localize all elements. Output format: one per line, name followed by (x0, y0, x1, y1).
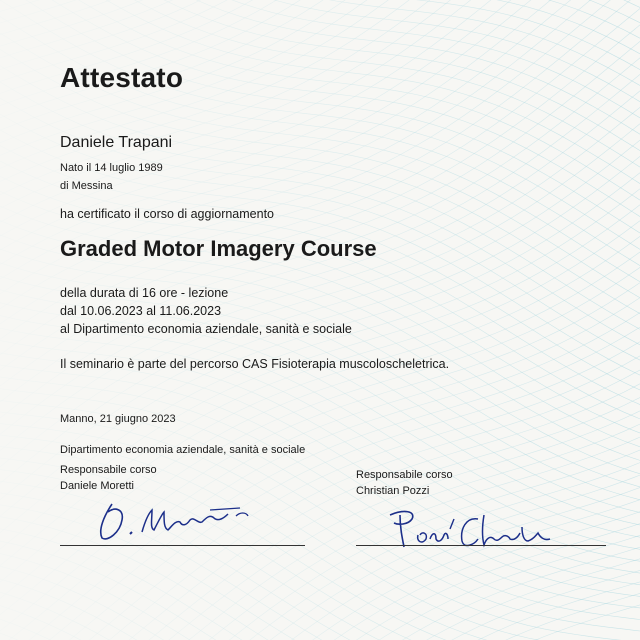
certificate-title: Attestato (60, 62, 184, 93)
left-signature (90, 496, 270, 546)
certification-statement: ha certificato il corso di aggiornamento (60, 207, 275, 221)
right-signatory-name: Christian Pozzi (356, 485, 430, 497)
course-dates: dal 10.06.2023 al 11.06.2023 (60, 304, 222, 318)
recipient-name: Daniele Trapani (60, 134, 173, 151)
course-duration: della durata di 16 ore - lezione (60, 286, 229, 300)
right-signature-line (356, 545, 606, 546)
birth-date: Nato il 14 luglio 1989 (60, 162, 163, 174)
seminar-note: Il seminario è parte del percorso CAS Fisioterapia muscoloscheletrica. (60, 357, 450, 371)
left-signatory-role: Responsabile corso (60, 464, 157, 476)
birth-place: di Messina (60, 180, 113, 192)
right-signatory-role: Responsabile corso (356, 469, 453, 481)
left-signature-line (60, 545, 305, 546)
right-signature (386, 505, 556, 555)
course-department: al Dipartimento economia aziendale, sanità e sociale (60, 322, 352, 336)
course-title: Graded Motor Imagery Course (60, 236, 377, 261)
left-signatory-name: Daniele Moretti (60, 480, 134, 492)
issuing-department: Dipartimento economia aziendale, sanità e sociale (60, 444, 306, 456)
place-and-date: Manno, 21 giugno 2023 (60, 413, 176, 425)
